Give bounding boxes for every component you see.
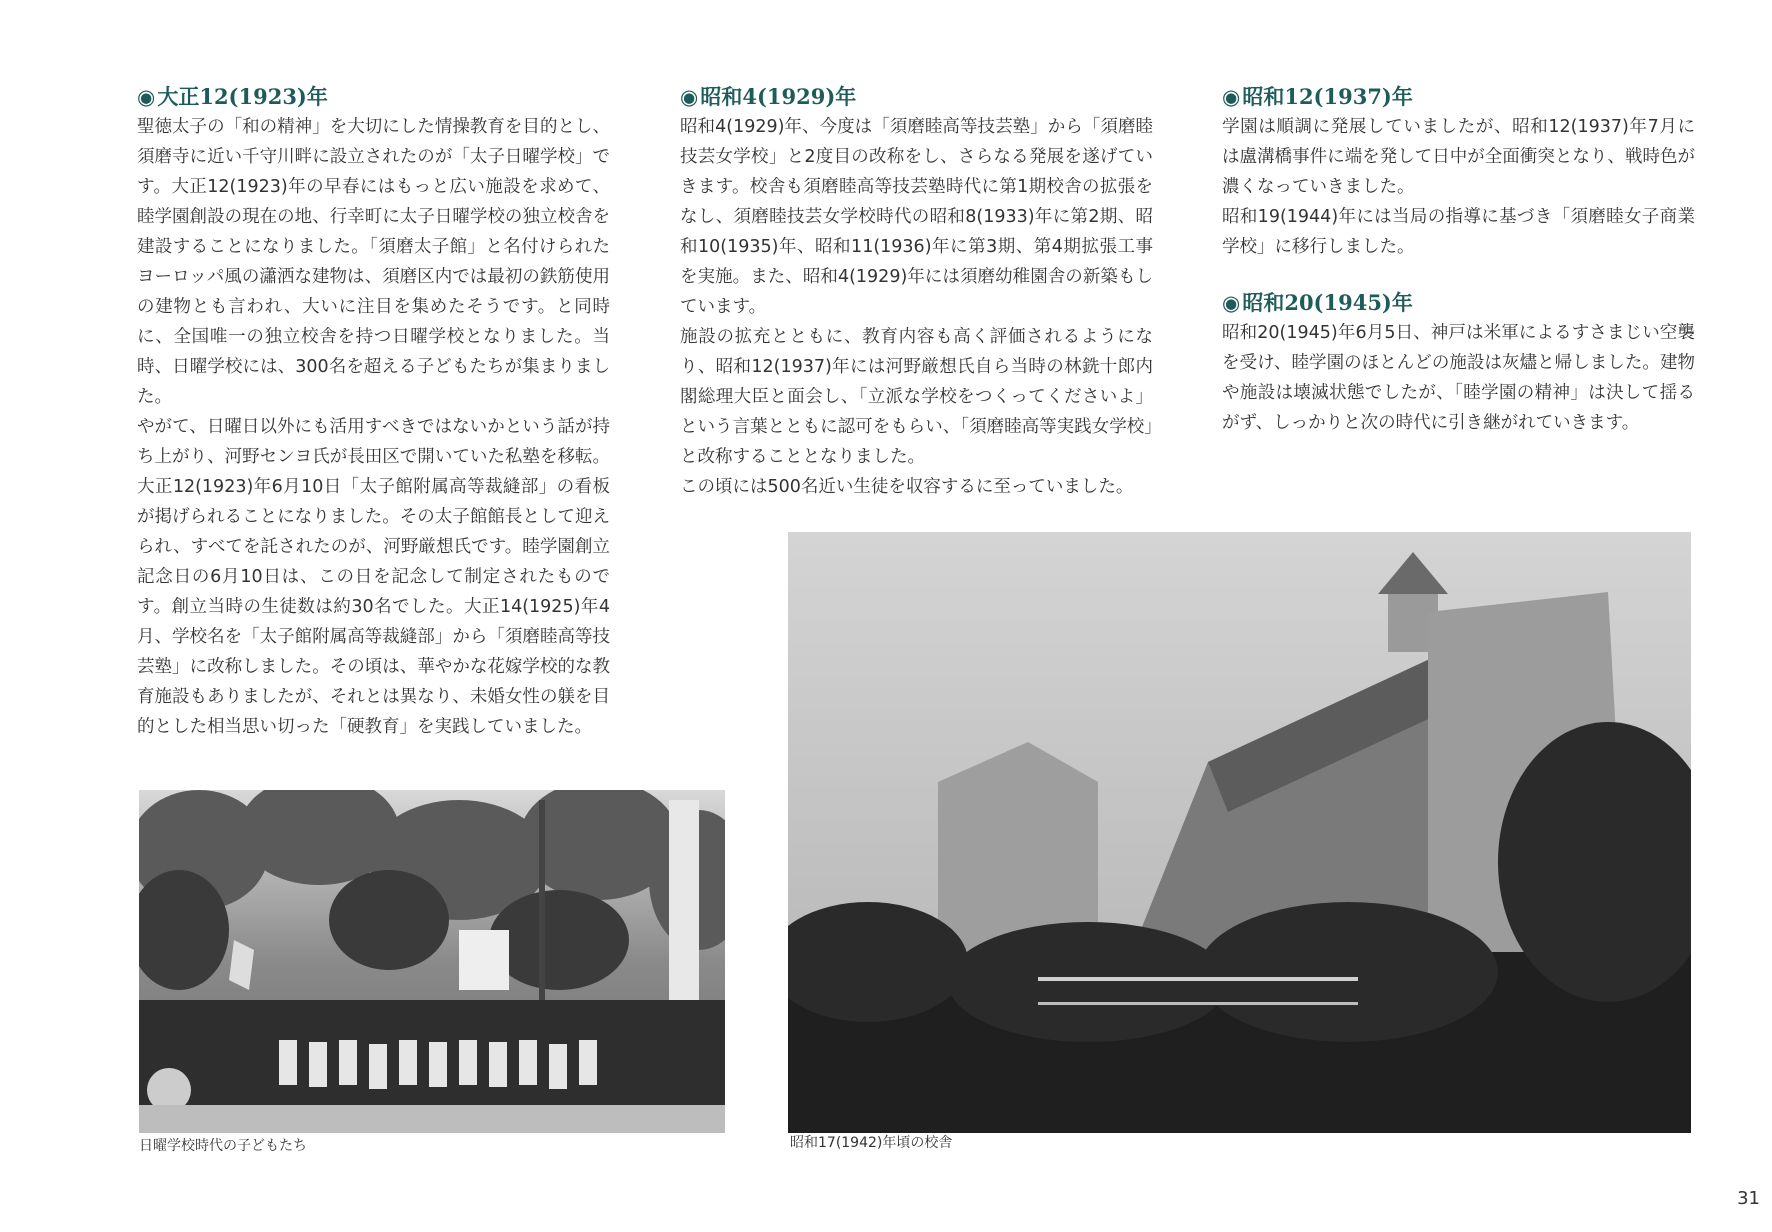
section-taisho-12 xyxy=(137,82,610,742)
paragraph: 昭和20(1945)年6月5日、神戸は米軍によるすさまじい空襲を受け、睦学園のほとんどの施設は灰燼と帰しました。建物や施設は壊滅状態でしたが、「睦学園の精神」は決して揺るがず、しっかりと次の時代に引き継がれていきます。 xyxy=(1222,323,1695,433)
page-number: 31 xyxy=(1737,1188,1760,1209)
children-photo-icon xyxy=(139,790,725,1133)
bullet-icon: ◉ xyxy=(137,84,156,109)
paragraph: 施設の拡充とともに、教育内容も高く評価されるようになり、昭和12(1937)年には河野厳想氏自ら当時の林銑十郎内閣総理大臣と面会し、「立派な学校をつくってくださいよ」という言葉とともに認可をもらい、「須磨睦高等実践女学校」と改称することとなりました。 xyxy=(680,327,1153,467)
paragraph: 学園は順調に発展していましたが、昭和12(1937)年7月には盧溝橋事件に端を発して日中が全面衝突となり、戦時色が濃くなっていきました。 xyxy=(1222,117,1695,197)
photo-children xyxy=(139,790,725,1133)
photo-caption: 日曜学校時代の子どもたち xyxy=(139,1138,307,1154)
photo-caption: 昭和17(1942)年頃の校舎 xyxy=(790,1135,953,1151)
bullet-icon: ◉ xyxy=(1222,84,1241,109)
paragraph: 昭和4(1929)年、今度は「須磨睦高等技芸塾」から「須磨睦技芸女学校」と2度目の改称をし、さらなる発展を遂げていきます。校舎も須磨睦高等技芸塾時代に第1期校舎の拡張をなし、須磨睦技芸女学校時代の昭和8(1933)年に第2期、昭和10(1935)年、昭和11(1936)年に第3期、第4期拡張工事を実施。また、昭和4(1929)年には須磨幼稚園舎の新築もしています。 xyxy=(680,117,1153,317)
section-showa-4 xyxy=(680,82,1153,502)
school-building-photo-icon xyxy=(788,532,1691,1133)
paragraph: この頃には500名近い生徒を収容するに至っていました。 xyxy=(680,477,1134,497)
bullet-icon: ◉ xyxy=(1222,290,1241,315)
section-heading: ◉昭和4(1929)年 xyxy=(680,84,857,109)
section-showa-20 xyxy=(1222,288,1695,438)
bullet-icon: ◉ xyxy=(680,84,699,109)
paragraph: 聖徳太子の「和の精神」を大切にした情操教育を目的とし、須磨寺に近い千守川畔に設立されたのが「太子日曜学校」です。大正12(1923)年の早春にはもっと広い施設を求めて、睦学園創設の現在の地、行幸町に太子日曜学校の独立校舎を建設することになりました。「須磨太子館」と名付けられたヨーロッパ風の瀟洒な建物は、須磨区内では最初の鉄筋使用の建物とも言われ、大いに注目を集めたそうです。と同時に、全国唯一の独立校舎を持つ日曜学校となりました。当時、日曜学校には、300名を超える子どもたちが集まりました。 xyxy=(137,117,610,407)
paragraph: やがて、日曜日以外にも活用すべきではないかという話が持ち上がり、河野センヨ氏が長田区で開いていた私塾を移転。大正12(1923)年6月10日「太子館附属高等裁縫部」の看板が掲げられることになりました。その太子館館長として迎えられ、すべてを託されたのが、河野厳想氏です。睦学園創立記念日の6月10日は、この日を記念して制定されたものです。創立当時の生徒数は約30名でした。大正14(1925)年4月、学校名を「太子館附属高等裁縫部」から「須磨睦高等技芸塾」に改称しました。その頃は、華やかな花嫁学校的な教育施設もありましたが、それとは異なり、未婚女性の躾を目的とした相当思い切った「硬教育」を実践していました。 xyxy=(137,417,610,737)
photo-school-building xyxy=(788,532,1691,1133)
section-showa-12 xyxy=(1222,82,1695,262)
section-heading: ◉昭和20(1945)年 xyxy=(1222,290,1413,315)
paragraph: 昭和19(1944)年には当局の指導に基づき「須磨睦女子商業学校」に移行しました。 xyxy=(1222,207,1695,257)
section-heading: ◉昭和12(1937)年 xyxy=(1222,84,1413,109)
section-heading: ◉大正12(1923)年 xyxy=(137,84,328,109)
